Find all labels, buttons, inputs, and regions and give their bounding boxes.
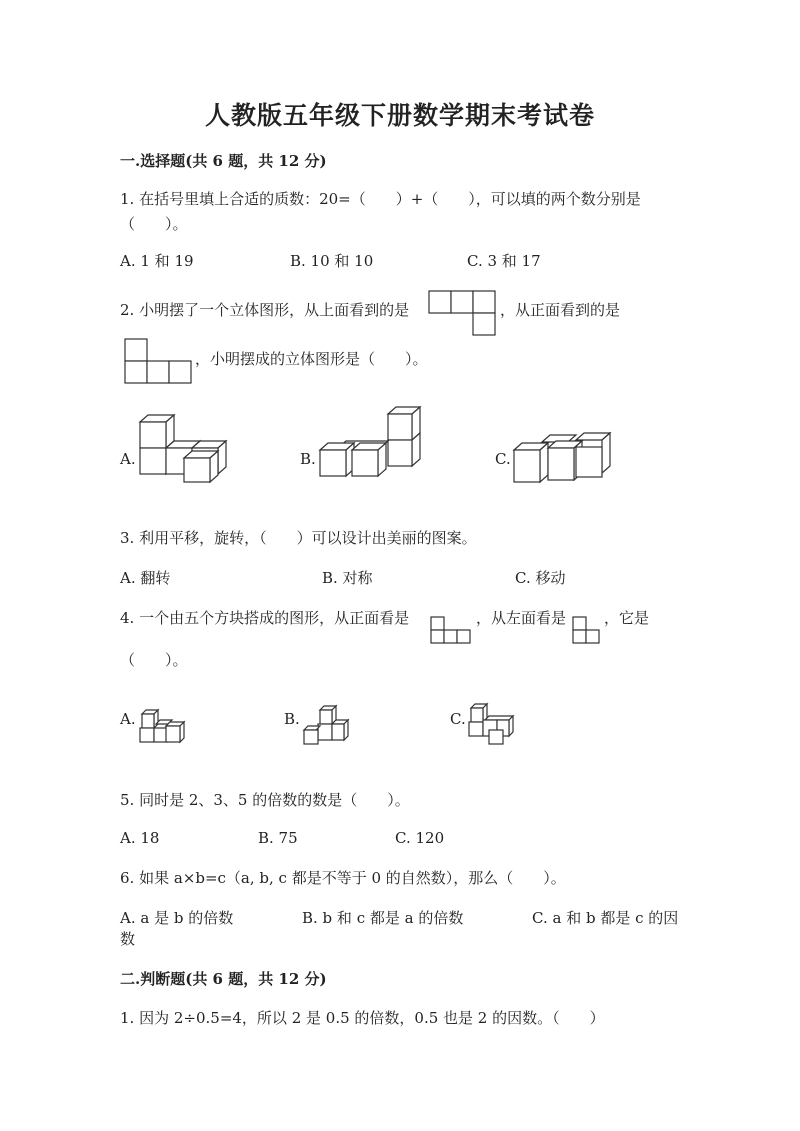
question-4-option-c: C.	[450, 710, 466, 728]
question-4-option-b: B.	[284, 710, 300, 728]
question-5-option-c: C. 120	[395, 829, 445, 847]
question-2-text-b: ，从正面看到的是	[500, 301, 621, 319]
question-2-text-a: 2. 小明摆了一个立体图形，从上面看到的是	[120, 301, 410, 319]
question-6-option-c: C. a 和 b 都是 c 的因	[532, 909, 679, 927]
question-1-line-1: 1. 在括号里填上合适的质数：20=（ ）+（ ），可以填的两个数分别是	[120, 190, 641, 208]
front-view-figure	[124, 338, 192, 384]
option-c-cube-figure	[512, 430, 618, 484]
section-heading-judgement: 二.判断题(共 6 题，共 12 分)	[120, 970, 327, 988]
judgement-question-1-text: 1. 因为 2÷0.5=4，所以 2 是 0.5 的倍数，0.5 也是 2 的因数。（ ）	[120, 1009, 605, 1027]
question-6-text: 6. 如果 a×b=c（a, b, c 都是不等于 0 的自然数），那么（ ）。	[120, 869, 566, 887]
question-4-text-b: ，从左面看是	[476, 609, 567, 627]
top-view-figure	[428, 290, 498, 336]
option-c-small-cube-figure	[467, 702, 517, 746]
question-6-option-a: A. a 是 b 的倍数	[120, 909, 234, 927]
question-2-option-b: B.	[300, 450, 316, 468]
left-view-small-figure	[572, 616, 602, 644]
question-2-option-c: C.	[495, 450, 511, 468]
question-4-text-c: ，它是	[604, 609, 650, 627]
question-4-line-2: （ ）。	[120, 651, 188, 669]
question-3-option-a: A. 翻转	[120, 569, 171, 587]
front-view-small-figure	[430, 616, 472, 644]
question-3-option-c: C. 移动	[515, 569, 566, 587]
question-2-option-a: A.	[120, 450, 136, 468]
question-4-text-a: 4. 一个由五个方块搭成的图形，从正面看是	[120, 609, 410, 627]
question-5-option-a: A. 18	[120, 829, 160, 847]
option-b-cube-figure	[318, 406, 422, 480]
question-3-text: 3. 利用平移，旋转，（ ）可以设计出美丽的图案。	[120, 529, 477, 547]
option-a-cube-figure	[138, 412, 230, 484]
question-6-option-c-wrap: 数	[120, 930, 136, 948]
question-3-option-b: B. 对称	[322, 569, 373, 587]
question-4-option-a: A.	[120, 710, 136, 728]
page-title: 人教版五年级下册数学期末考试卷	[204, 101, 595, 130]
question-2-text-c: ，小明摆成的立体图形是（ ）。	[195, 350, 428, 368]
question-1-option-c: C. 3 和 17	[467, 252, 541, 270]
question-1-option-a: A. 1 和 19	[120, 252, 194, 270]
section-heading-choice: 一.选择题(共 6 题，共 12 分)	[120, 152, 327, 170]
question-1-option-b: B. 10 和 10	[290, 252, 374, 270]
question-5-option-b: B. 75	[258, 829, 298, 847]
question-1-line-2: （ ）。	[120, 215, 188, 233]
option-b-small-cube-figure	[302, 704, 352, 746]
question-6-option-b: B. b 和 c 都是 a 的倍数	[302, 909, 464, 927]
option-a-small-cube-figure	[138, 706, 188, 746]
question-5-text: 5. 同时是 2、3、5 的倍数的数是（ ）。	[120, 791, 410, 809]
